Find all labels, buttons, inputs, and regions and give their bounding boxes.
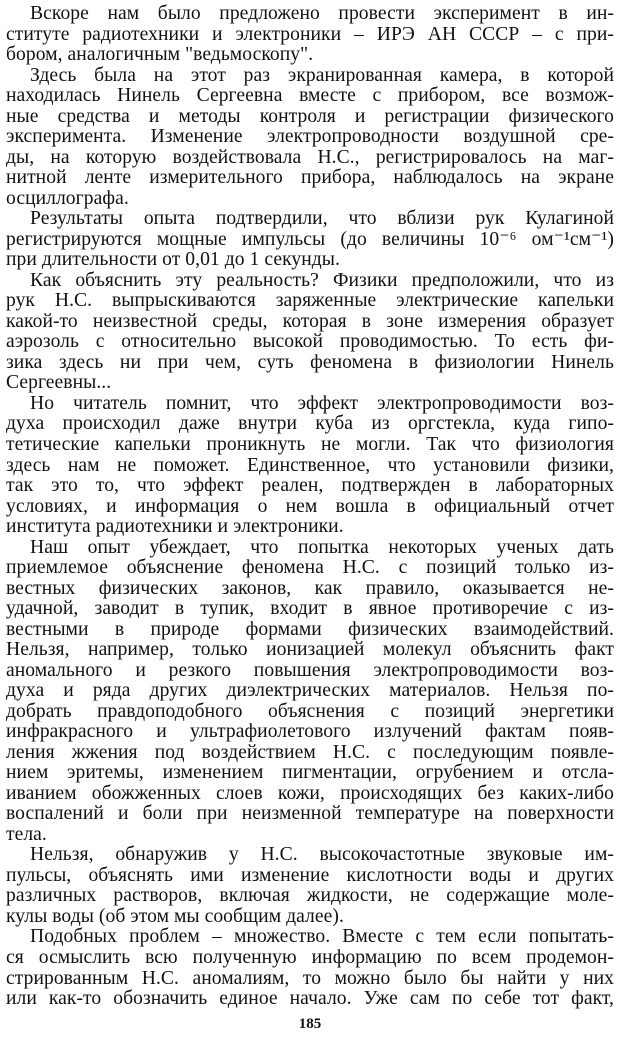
text-line: кулы воды (об этом мы сообщим далее). bbox=[6, 905, 344, 927]
text-line: эксперимента. Изменение электропроводности воздушной сре- bbox=[6, 126, 614, 148]
text-line: нием эритемы, изменением пигментации, огрубением и отсла- bbox=[6, 762, 614, 784]
text-line: или как-то обозначить единое начало. Уже сам по себе тот факт, bbox=[6, 988, 614, 1009]
text-line: духа и ряда других диэлектрических материалов. Нельзя по- bbox=[6, 680, 614, 702]
text-line: тетические капельки проникнуть не могли. Так что физиология bbox=[6, 433, 614, 455]
text-line: рук Н.С. выпрыскиваются заряженные электрические капельки bbox=[6, 290, 614, 312]
text-line: бором, аналогичным "ведьмоскопу". bbox=[6, 44, 314, 65]
text-line: ституте радиотехники и электроники – ИРЭ АН СССР – с при- bbox=[6, 23, 614, 45]
text-line: при длительности от 0,01 до 1 секунды. bbox=[6, 249, 340, 271]
text-line: добрать правдоподобного объяснения с позиций энергетики bbox=[6, 700, 614, 722]
text-line: приемлемое объяснение феномена Н.С. с позиций только из- bbox=[6, 557, 614, 579]
text-line: осциллографа. bbox=[6, 187, 129, 209]
text-line: вестных физических законов, как правило, оказывается не- bbox=[6, 577, 614, 599]
text-line: Подобных проблем – множество. Вместе с тем если попытать- bbox=[30, 926, 614, 948]
text-line: Нельзя, например, только ионизацией молекул объяснить факт bbox=[6, 639, 614, 661]
text-line: Нельзя, обнаружив у Н.С. высокочастотные звуковые им- bbox=[30, 844, 614, 866]
text-line: аэрозоль с относительно высокой проводимостью. То есть фи- bbox=[6, 331, 614, 353]
text-line: ся осмыслить всю полученную информацию по всем продемон- bbox=[6, 947, 614, 968]
text-line: инфракрасного и ультрафиолетового излучений фактам появ- bbox=[6, 721, 614, 743]
text-line: стрированным Н.С. аномалиям, то можно было бы найти у них bbox=[6, 967, 614, 989]
text-line: различных растворов, включая жидкости, не содержащие моле- bbox=[6, 885, 614, 907]
text-line: Но читатель помнит, что эффект электропроводимости воз- bbox=[30, 392, 614, 414]
text-line: какой-то неизвестной среды, которая в зоне измерения образует bbox=[6, 310, 614, 332]
text-line: так это то, что эффект реален, подтвержден в лабораторных bbox=[6, 475, 614, 496]
text-line: тела. bbox=[6, 823, 47, 845]
text-line: зика здесь ни при чем, суть феномена в физиологии Нинель bbox=[6, 351, 614, 373]
text-line: нитной ленте измерительного прибора, наблюдалось на экране bbox=[6, 167, 614, 189]
text-line: находилась Нинель Сергеевна вместе с прибором, все возмож- bbox=[6, 85, 614, 107]
text-line: Наш опыт убеждает, что попытка некоторых ученых дать bbox=[30, 536, 614, 558]
text-line: ные средства и методы контроля и регистрации физического bbox=[6, 105, 614, 127]
text-line: иванием обожженных слоев кожи, происходящих без каких-либо bbox=[6, 782, 614, 804]
text-line: Сергеевны... bbox=[6, 372, 112, 394]
text-line: Вскоре нам было предложено провести эксперимент в ин- bbox=[30, 3, 614, 24]
text-line: здесь нам не поможет. Единственное, что установили физики, bbox=[6, 454, 614, 476]
text-line: удачной, заводит в тупик, входит в явное противоречие с из- bbox=[6, 598, 614, 620]
text-line: вестными в природе формами физических взаимодействий. bbox=[6, 618, 614, 640]
text-line: аномального и резкого повышения электропроводимости воз- bbox=[6, 659, 614, 681]
text-line: ления жжения под воздействием Н.С. с последующим появле- bbox=[6, 741, 614, 763]
text-line: института радиотехники и электроники. bbox=[6, 516, 344, 537]
text-line: пульсы, объяснять ими изменение кислотности воды и других bbox=[6, 864, 614, 886]
page-number: 185 bbox=[298, 1016, 322, 1032]
text-line: Результаты опыта подтвердили, что вблизи рук Кулагиной bbox=[30, 208, 614, 230]
text-line: условиях, и информация о нем вошла в официальный отчет bbox=[6, 495, 614, 517]
text-line: регистрируются мощные импульсы (до величины 10⁻⁶ ом⁻¹см⁻¹) bbox=[6, 228, 614, 250]
text-line: духа происходил даже внутри куба из оргстекла, куда гипо- bbox=[6, 413, 614, 435]
text-line: Здесь была на этот раз экранированная камера, в которой bbox=[30, 64, 614, 86]
text-line: воспалений и боли при неизменной температуре на поверхности bbox=[6, 803, 614, 825]
text-line: Как объяснить эту реальность? Физики предположили, что из bbox=[30, 269, 614, 291]
text-line: ды, на которую воздействовала Н.С., регистрировалось на маг- bbox=[6, 146, 614, 168]
